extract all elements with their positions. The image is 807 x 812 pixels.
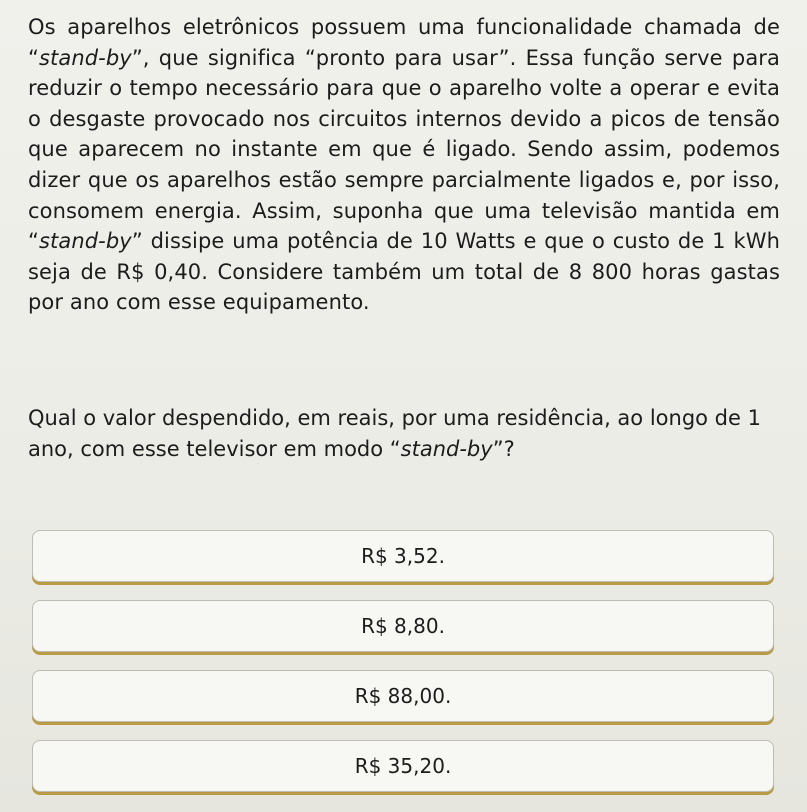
- question-prompt: [28, 403, 780, 465]
- answer-option-2[interactable]: [32, 600, 774, 652]
- question-text-1: Qual o valor despendido, em reais, por uma residência, ao longo de 1 ano, com esse televisor em modo “: [28, 406, 761, 461]
- passage-text-1: Os aparelhos eletrônicos possuem uma funcionalidade chamada de “: [28, 15, 780, 70]
- question-passage: [28, 12, 780, 318]
- passage-text-2: ”, que significa “pronto para usar”. Essa função serve para reduzir o tempo necessário para que o aparelho volte a operar e evita o desgaste provocado nos circuitos internos devido a picos de tensão que aparecem no instante em que é ligado. Sendo assim, podemos dizer que os aparelhos estão sempre parcialmente ligados e, por isso, consomem energia. Assim, suponha que uma televisão mantida em “: [28, 45, 780, 254]
- answer-option-label: R$ 88,00.: [354, 684, 452, 708]
- answer-options: [32, 530, 774, 810]
- question-text-2: ”?: [492, 437, 515, 461]
- passage-term-1: stand-by: [38, 45, 132, 70]
- answer-option-1[interactable]: [32, 530, 774, 582]
- answer-option-label: R$ 8,80.: [361, 614, 445, 638]
- passage-term-2: stand-by: [38, 229, 132, 254]
- answer-option-4[interactable]: [32, 740, 774, 792]
- answer-option-3[interactable]: [32, 670, 774, 722]
- answer-option-label: R$ 3,52.: [361, 544, 445, 568]
- passage-text-3: ” dissipe uma potência de 10 Watts e que o custo de 1 kWh seja de R$ 0,40. Considere também um total de 8 800 horas gastas por ano com esse equipamento.: [28, 229, 780, 315]
- question-term: stand-by: [400, 437, 493, 461]
- answer-option-label: R$ 35,20.: [354, 754, 452, 778]
